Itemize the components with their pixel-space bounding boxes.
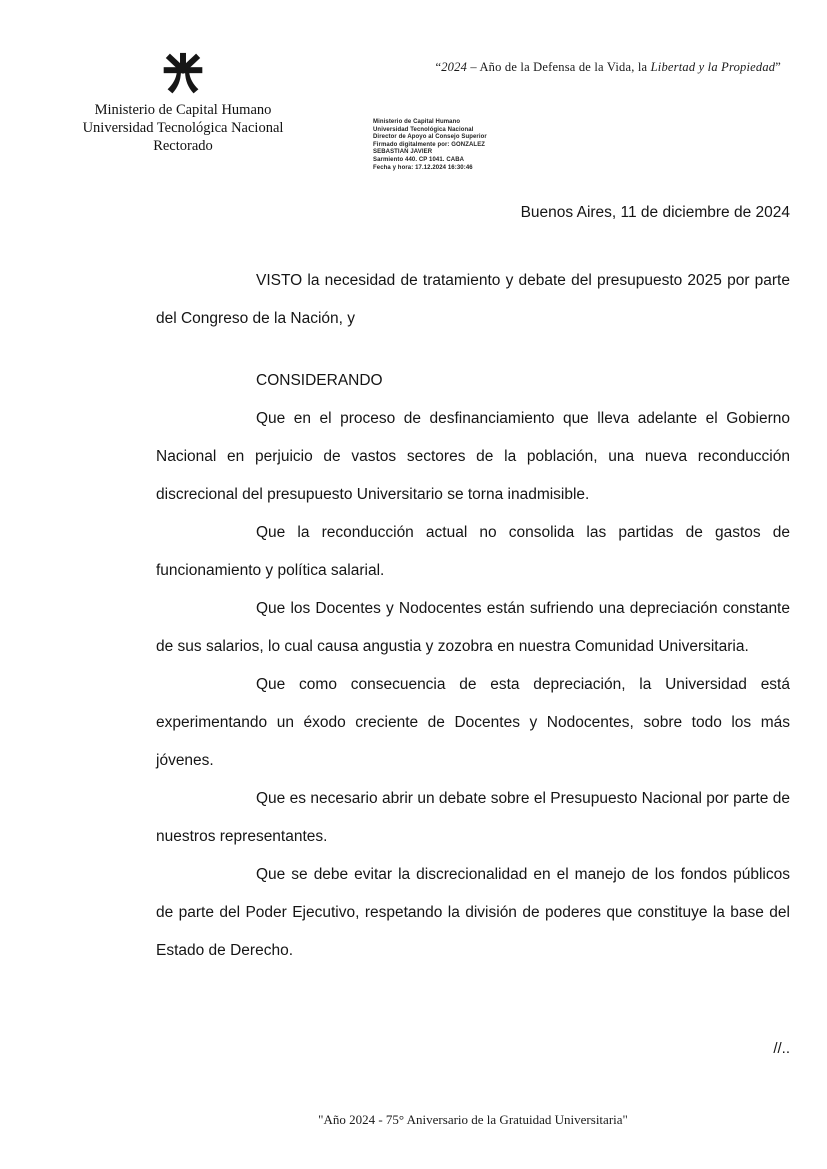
- paragraph: Que es necesario abrir un debate sobre el Presupuesto Nacional por parte de nuestros representantes.: [156, 790, 790, 845]
- motto-italic-part: Libertad y la Propiedad: [650, 60, 776, 74]
- digital-signature-stamp: [373, 119, 523, 172]
- paragraph-visto: VISTO la necesidad de tratamiento y debate del presupuesto 2025 por parte del Congreso de la Nación, y: [156, 272, 790, 327]
- paragraph: Que los Docentes y Nodocentes están sufriendo una depreciación constante de sus salarios, lo cual causa angustia y zozobra en nuestra Comunidad Universitaria.: [156, 600, 790, 655]
- paragraph: Que en el proceso de desfinanciamiento que lleva adelante el Gobierno Nacional en perjuicio de vastos sectores de la población, una nueva reconducción discrecional del presupuesto Universitario se torna inadmisible.: [156, 410, 790, 503]
- motto-close-quote: ”: [775, 60, 781, 74]
- paragraph-considerando: CONSIDERANDO: [256, 372, 383, 389]
- year-motto: [435, 60, 781, 75]
- paragraph: Que como consecuencia de esta depreciación, la Universidad está experimentando un éxodo creciente de Docentes y Nodocentes, sobre todo los más jóvenes.: [156, 676, 790, 769]
- letterhead: [63, 52, 303, 155]
- document-body: [156, 262, 790, 970]
- motto-middle: – Año de la Defensa de la Vida, la: [467, 60, 651, 74]
- motto-open-quote: “: [435, 60, 442, 74]
- stamp-line: Universidad Tecnológica Nacional: [373, 126, 474, 133]
- paragraph: Que se debe evitar la discrecionalidad en el manejo de los fondos públicos de parte del Poder Ejecutivo, respetando la división de poderes que constituye la base del Estado de Derecho.: [156, 866, 790, 959]
- stamp-line: Ministerio de Capital Humano: [373, 119, 461, 125]
- stamp-line: Fecha y hora: 17.12.2024 16:30:46: [373, 164, 473, 171]
- stamp-line: Firmado digitalmente por: GONZALEZ: [373, 141, 486, 148]
- paragraph: Que la reconducción actual no consolida las partidas de gastos de funcionamiento y política salarial.: [156, 524, 790, 579]
- utn-gear-logo-icon: [63, 52, 303, 98]
- footer-anniversary-line: "Año 2024 - 75° Aniversario de la Gratuidad Universitaria": [318, 1112, 628, 1127]
- motto-year: 2024: [441, 60, 468, 74]
- continuation-mark: //..: [773, 1040, 790, 1057]
- dateline: Buenos Aires, 11 de diciembre de 2024: [520, 204, 790, 221]
- stamp-line: SEBASTIAN JAVIER: [373, 149, 433, 156]
- letterhead-line-university: Universidad Tecnológica Nacional: [82, 120, 284, 136]
- letterhead-line-ministry: Ministerio de Capital Humano: [94, 102, 272, 118]
- letterhead-line-rectorado: Rectorado: [153, 138, 213, 154]
- stamp-line: Director de Apoyo al Consejo Superior: [373, 134, 487, 141]
- stamp-line: Sarmiento 440. CP 1041. CABA: [373, 156, 465, 163]
